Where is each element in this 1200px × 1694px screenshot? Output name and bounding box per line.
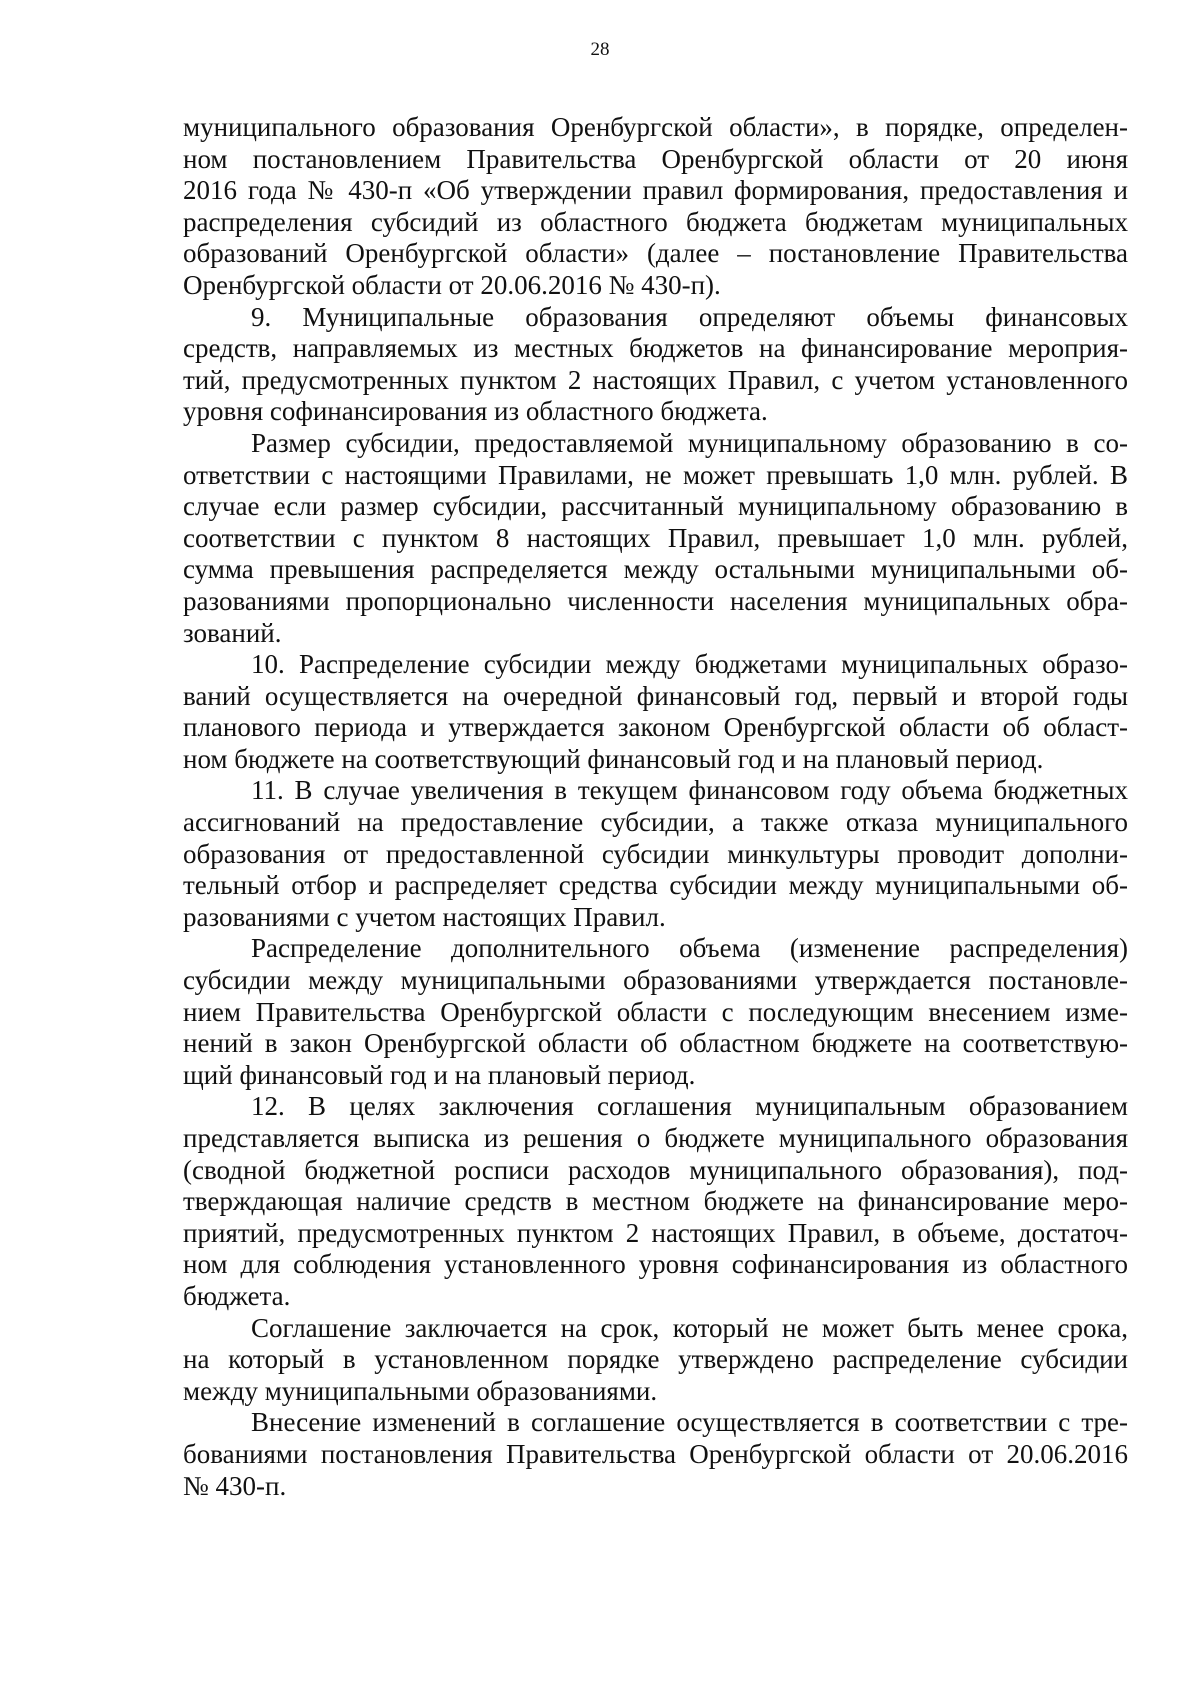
text-line: Размер субсидии, предоставляемой муниципальному образованию в со- bbox=[251, 427, 1128, 458]
text-line: Оренбургской области от 20.06.2016 № 430-п). bbox=[183, 269, 721, 300]
text-line: ответствии с настоящими Правилами, не может превышать 1,0 млн. рублей. В bbox=[183, 459, 1128, 490]
text-line: 11. В случае увеличения в текущем финансовом году объема бюджетных bbox=[251, 775, 1128, 806]
paragraph bbox=[183, 1313, 1128, 1408]
text-line: между муниципальными образованиями. bbox=[183, 1375, 658, 1406]
paragraph bbox=[183, 649, 1128, 775]
text-line: 9. Муниципальные образования определяют объемы финансовых bbox=[251, 301, 1128, 332]
text-line: образований Оренбургской области» (далее – постановление Правительства bbox=[183, 238, 1128, 269]
paragraph bbox=[183, 775, 1128, 933]
text-line: нений в закон Оренбургской области об областном бюджете на соответствую- bbox=[183, 1028, 1128, 1059]
text-line: разованиями пропорционально численности населения муниципальных обра- bbox=[183, 585, 1128, 616]
text-line: распределения субсидий из областного бюджета бюджетам муниципальных bbox=[183, 206, 1128, 237]
text-line: средств, направляемых из местных бюджетов на финансирование мероприя- bbox=[183, 333, 1128, 364]
text-line: уровня софинансирования из областного бюджета. bbox=[183, 396, 768, 427]
document-body bbox=[183, 112, 1128, 1502]
text-line: 12. В целях заключения соглашения муниципальным образованием bbox=[251, 1091, 1128, 1122]
text-line: тельный отбор и распределяет средства субсидии между муниципальными об- bbox=[183, 870, 1128, 901]
text-line: Распределение дополнительного объема (изменение распределения) bbox=[251, 933, 1128, 964]
text-line: 2016 года № 430-п «Об утверждении правил формирования, предоставления и bbox=[183, 175, 1128, 206]
page-number: 28 bbox=[590, 39, 610, 60]
text-line: ваний осуществляется на очередной финансовый год, первый и второй годы bbox=[183, 680, 1128, 711]
text-line: бюджета. bbox=[183, 1280, 291, 1311]
text-line: щий финансовый год и на плановый период. bbox=[183, 1059, 696, 1090]
text-line: ном для соблюдения установленного уровня софинансирования из областного bbox=[183, 1249, 1128, 1280]
paragraph bbox=[183, 1407, 1128, 1502]
paragraph bbox=[183, 933, 1128, 1091]
text-line: приятий, предусмотренных пунктом 2 настоящих Правил, в объеме, достаточ- bbox=[183, 1217, 1128, 1248]
text-line: соответствии с пунктом 8 настоящих Правил, превышает 1,0 млн. рублей, bbox=[183, 522, 1128, 553]
text-line: на который в установленном порядке утверждено распределение субсидии bbox=[183, 1344, 1128, 1375]
text-line: 10. Распределение субсидии между бюджетами муниципальных образо- bbox=[251, 649, 1128, 680]
text-line: образования от предоставленной субсидии минкультуры проводит дополни- bbox=[183, 838, 1128, 869]
text-line: муниципального образования Оренбургской области», в порядке, определен- bbox=[183, 112, 1128, 142]
paragraph bbox=[183, 1091, 1128, 1312]
text-line: разованиями с учетом настоящих Правил. bbox=[183, 901, 666, 932]
text-line: ассигнований на предоставление субсидии, а также отказа муниципального bbox=[183, 807, 1128, 838]
text-line: планового периода и утверждается законом Оренбургской области об област- bbox=[183, 712, 1128, 743]
paragraph bbox=[183, 428, 1128, 649]
text-line: бованиями постановления Правительства Оренбургской области от 20.06.2016 bbox=[183, 1438, 1128, 1469]
text-line: ном бюджете на соответствующий финансовый год и на плановый период. bbox=[183, 743, 1044, 774]
paragraph bbox=[183, 302, 1128, 428]
text-line: нием Правительства Оренбургской области с последующим внесением изме- bbox=[183, 996, 1128, 1027]
text-line: тверждающая наличие средств в местном бюджете на финансирование меро- bbox=[183, 1186, 1128, 1217]
text-line: субсидии между муниципальными образованиями утверждается постановле- bbox=[183, 965, 1128, 996]
text-line: № 430-п. bbox=[183, 1470, 287, 1501]
text-line: ном постановлением Правительства Оренбургской области от 20 июня bbox=[183, 143, 1128, 174]
text-line: Соглашение заключается на срок, который не может быть менее срока, bbox=[251, 1312, 1128, 1343]
text-line: представляется выписка из решения о бюджете муниципального образования bbox=[183, 1123, 1128, 1153]
text-line: тий, предусмотренных пунктом 2 настоящих Правил, с учетом установленного bbox=[183, 364, 1128, 395]
text-line: зований. bbox=[183, 617, 282, 648]
text-line: (сводной бюджетной росписи расходов муниципального образования), под- bbox=[183, 1154, 1128, 1185]
text-line: сумма превышения распределяется между остальными муниципальными об- bbox=[183, 554, 1128, 585]
paragraph bbox=[183, 112, 1128, 302]
text-line: Внесение изменений в соглашение осуществляется в соответствии с тре- bbox=[251, 1407, 1128, 1438]
text-line: случае если размер субсидии, рассчитанный муниципальному образованию в bbox=[183, 491, 1128, 522]
